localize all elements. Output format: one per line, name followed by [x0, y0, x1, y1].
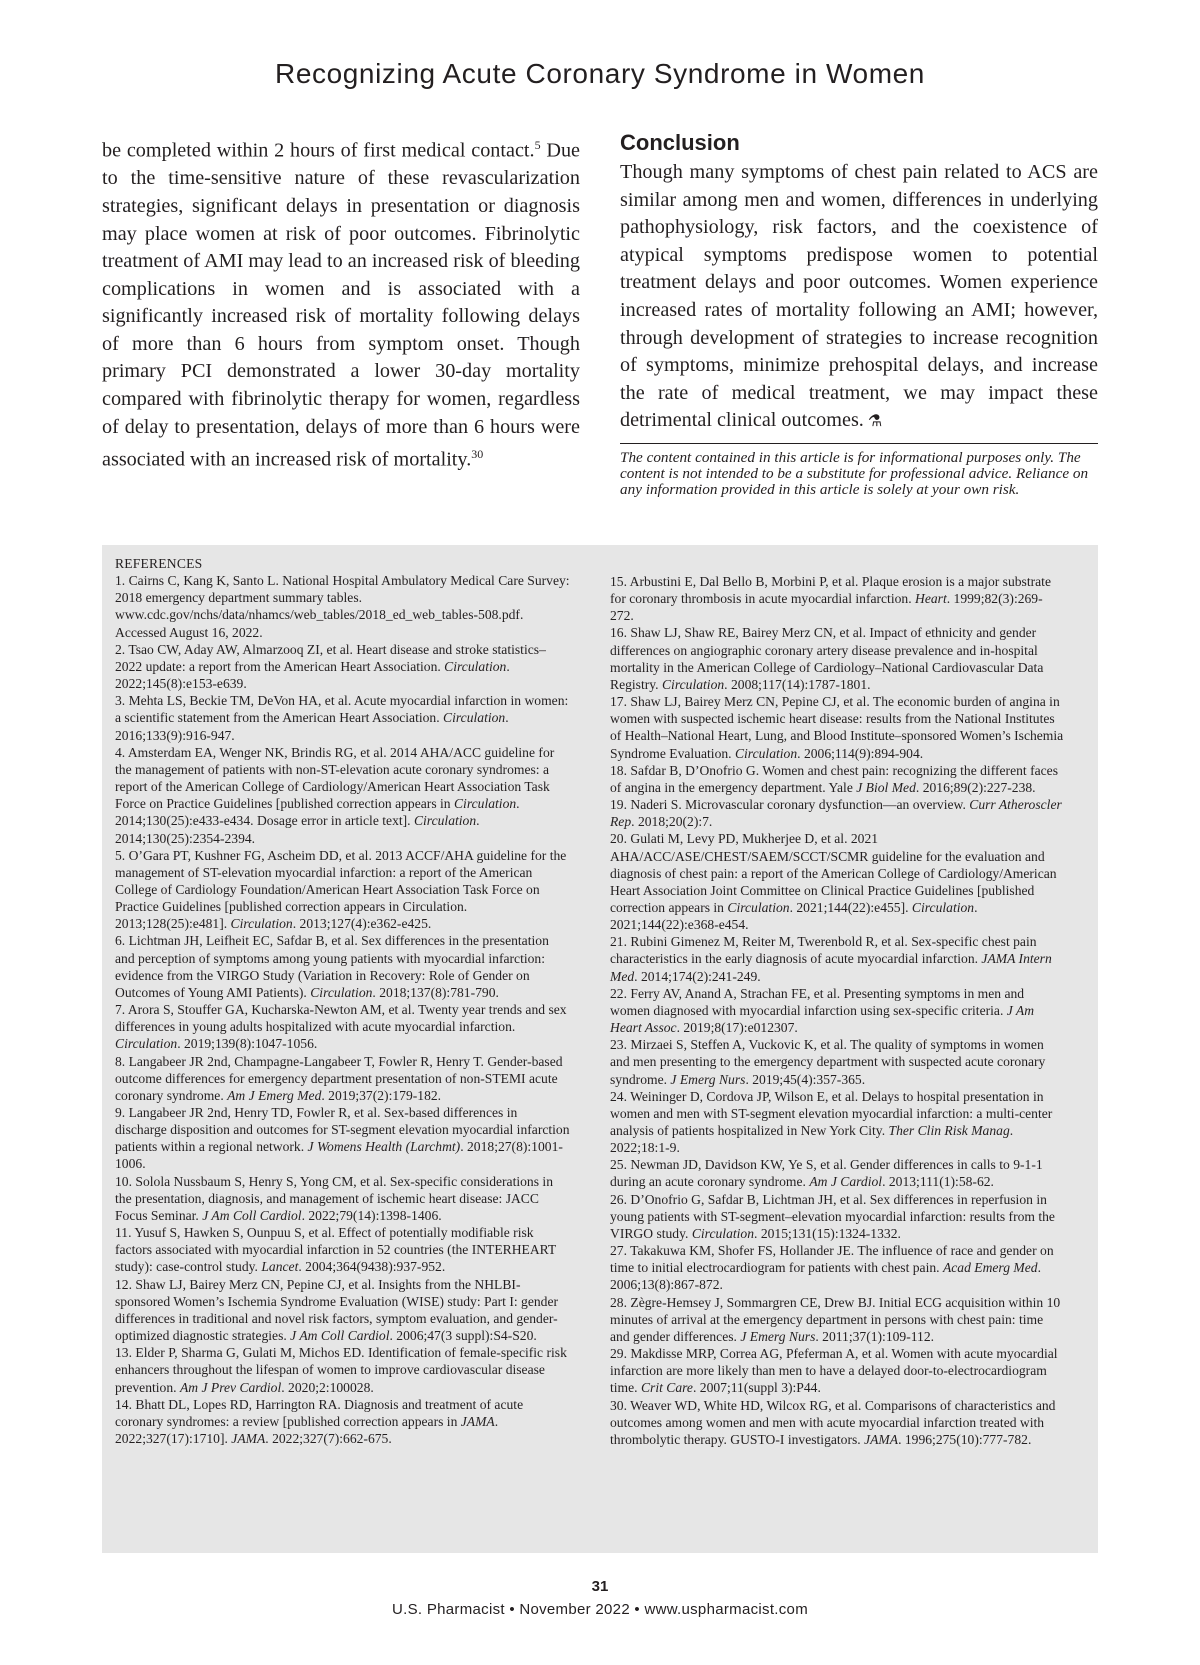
journal-title: J Biol Med	[856, 779, 916, 795]
reference-text: 2. Tsao CW, Aday AW, Almarzooq ZI, et al. Heart disease and stroke statistics–2022 update: a report from the American Heart Association.	[115, 641, 546, 674]
running-header-title: Recognizing Acute Coronary Syndrome in Women	[275, 58, 925, 89]
reference-text: 17. Shaw LJ, Bairey Merz CN, Pepine CJ, et al. The economic burden of angina in women with suspected ischemic heart disease: results from the National Institutes of Health–National Heart, Lung, and Blood Institute–sponsored Women’s Ischemia Syndrome Evaluation.	[610, 694, 1064, 761]
reference-text: 5. O’Gara PT, Kushner FG, Ascheim DD, et al. 2013 ACCF/AHA guideline for the management of ST-elevation myocardial infarction: a report of the American College of Cardiology Foundation/American Heart Association Task Force on Practice Guidelines [published correction appears in Circulation. 2013;128(25):e481].	[115, 847, 567, 932]
journal-title: Circulation	[911, 899, 975, 915]
reference-text: . 1999;82(3):269-272.	[610, 591, 1043, 624]
journal-title: Circulation	[734, 745, 798, 761]
reference-item	[115, 1173, 571, 1224]
journal-title: Acad Emerg Med	[942, 1260, 1038, 1276]
journal-title: J Am Heart Assoc	[610, 1002, 1035, 1036]
reference-text: . 2022;327(17):1710].	[115, 1413, 499, 1446]
reference-text: 10. Solola Nussbaum S, Henry S, Yong CM, et al. Sex-specific considerations in the presentation, diagnosis, and management of ischemic heart disease: JACC Focus Seminar.	[115, 1173, 553, 1223]
reference-item	[610, 1397, 1066, 1448]
reference-text: 9. Langabeer JR 2nd, Henry TD, Fowler R, et al. Sex-based differences in discharge disposition and outcomes for ST-segment elevation myocardial infarction patients within a regional network.	[115, 1105, 570, 1155]
journal-title: J Womens Health (Larchmt)	[307, 1139, 461, 1155]
journal-title: J Am Coll Cardiol	[290, 1328, 390, 1344]
reference-text: 14. Bhatt DL, Lopes RD, Harrington RA. Diagnosis and treatment of acute coronary syndromes: a review [published correction appears in	[115, 1396, 524, 1429]
reference-text: . 2006;13(8):867-872.	[610, 1260, 1041, 1293]
journal-title: Am J Emerg Med	[227, 1087, 322, 1103]
reference-text: . 2021;144(22):e368-e454.	[610, 899, 978, 933]
end-of-article-icon: ⚗	[867, 411, 883, 431]
reference-item	[610, 762, 1066, 796]
reference-text: 12. Shaw LJ, Bairey Merz CN, Pepine CJ, et al. Insights from the NHLBI-sponsored Women’s Ischemia Syndrome Evaluation (WISE) study: Part I: gender differences in traditional and novel risk factors, symptom evaluation, and gender-optimized diagnostic strategies.	[115, 1276, 559, 1344]
reference-text: 18. Safdar B, D’Onofrio G. Women and chest pain: recognizing the different faces of angina in the emergency department. Yale	[610, 762, 1058, 795]
journal-title: Lancet	[261, 1259, 299, 1275]
reference-item	[115, 847, 571, 933]
reference-item	[610, 1191, 1066, 1242]
journal-title: JAMA Intern Med	[610, 951, 1052, 984]
reference-text: 13. Elder P, Sharma G, Gulati M, Michos ED. Identification of female-specific risk enhancers throughout the lifespan of women to improve cardiovascular disease prevention.	[115, 1345, 567, 1395]
reference-text: . 2016;89(2):227-238.	[915, 779, 1036, 795]
reference-text: . 2007;11(suppl 3):P44.	[692, 1380, 821, 1396]
references-right-column	[610, 573, 1066, 1448]
reference-text: . 2018;137(8):781-790.	[372, 984, 499, 1000]
references-left-column	[115, 555, 571, 1447]
reference-item	[115, 1344, 571, 1395]
reference-text: . 2013;127(4):e362-e425.	[292, 916, 432, 932]
reference-item	[115, 1001, 571, 1052]
reference-text: . 2019;139(8):1047-1056.	[177, 1036, 318, 1052]
reference-text: . 2021;144(22):e455].	[789, 899, 912, 915]
reference-item	[115, 744, 571, 847]
journal-title: Circulation	[727, 899, 790, 915]
journal-title: Heart	[915, 591, 947, 607]
reference-text: 27. Takakuwa KM, Shofer FS, Hollander JE. The influence of race and gender on time to initial electrocardiogram for patients with chest pain.	[610, 1243, 1054, 1276]
reference-text: . 2014;174(2):241-249.	[634, 968, 761, 984]
reference-item	[610, 624, 1066, 693]
footer-publication: U.S. Pharmacist • November 2022 • www.uspharmacist.com	[391, 1601, 808, 1618]
disclaimer-text: The content contained in this article is for informational purposes only. The content is not intended to be a substitute for professional advice. Reliance on any information provided in this article is solely at your own risk.	[620, 443, 1098, 497]
reference-text: . 2011;37(1):109-112.	[815, 1328, 935, 1344]
body-text: Due to the time-sensitive nature of these revascularization strategies, significant delays in presentation or diagnosis may place women at risk of poor outcomes. Fibrinolytic treatment of AMI may lead to an increased risk of bleeding complications in women and is associated with a significantly increased risk of mortality following delays of more than 6 hours from symptom onset. Though primary PCI demonstrated a lower 30-day mortality compared with fibrinolytic therapy for women, regardless of delay to presentation, delays of more than 6 hours were associated with an increased risk of mortality.	[102, 139, 581, 471]
reference-text: 11. Yusuf S, Hawken S, Ounpuu S, et al. Effect of potentially modifiable risk factors associated with myocardial infarction in 52 countries (the INTERHEART study): case-control study.	[115, 1225, 556, 1275]
reference-text: 30. Weaver WD, White HD, Wilcox RG, et al. Comparisons of characteristics and outcomes among women and men with acute myocardial infarction treated with thrombolytic therapy. GUSTO-I investigators.	[610, 1397, 1056, 1447]
journal-title: Circulation	[453, 796, 517, 812]
journal-title: Circulation	[443, 710, 506, 726]
journal-title: Circulation	[444, 658, 507, 674]
journal-title: Am J Prev Cardiol	[179, 1379, 282, 1395]
reference-text: 29. Makdisse MRP, Correa AG, Pfeferman A, et al. Women with acute myocardial infarction are more likely than men to have a delayed door-to-electrocardiogram time.	[610, 1346, 1058, 1396]
reference-text: . 2019;37(2):179-182.	[321, 1087, 442, 1103]
reference-text: 28. Zègre-Hemsey J, Sommargren CE, Drew BJ. Initial ECG acquisition within 10 minutes of arrival at the emergency department in persons with chest pain: time and gender differences.	[610, 1294, 1061, 1344]
reference-item	[115, 1276, 571, 1345]
reference-text: . 2006;114(9):894-904.	[797, 745, 924, 761]
journal-title: Circulation	[661, 676, 725, 692]
reference-text: 21. Rubini Gimenez M, Reiter M, Twerenbold R, et al. Sex-specific chest pain characteristics in the early diagnosis of acute myocardial infarction.	[610, 934, 1037, 967]
journal-title: Circulation	[310, 984, 373, 1000]
reference-text: 8. Langabeer JR 2nd, Champagne-Langabeer T, Fowler R, Henry T. Gender-based outcome differences for emergency department presentation of non-STEMI acute coronary syndrome.	[115, 1053, 563, 1103]
reference-text: . 2013;111(1):58-62.	[882, 1174, 994, 1190]
reference-item	[610, 830, 1066, 933]
page-number: 31	[591, 1578, 609, 1595]
conclusion-section	[620, 130, 1098, 497]
reference-text: . 2022;18:1-9.	[610, 1123, 1014, 1156]
reference-text: . 2008;117(14):1787-1801.	[724, 676, 871, 692]
reference-text: . 2020;2:100028.	[281, 1379, 374, 1395]
conclusion-text: Though many symptoms of chest pain related to ACS are similar among men and women, differences in underlying pathophysiology, risk factors, and the coexistence of atypical symptoms predispose women to potential treatment delays and poor outcomes. Women experience increased rates of mortality following an AMI; however, through development of strategies to increase recognition of symptoms, minimize prehospital delays, and increase the rate of medical treatment, we may impact these detrimental clinical outcomes.	[620, 161, 1098, 432]
journal-title: Circulation	[230, 916, 293, 932]
reference-text: . 2022;145(8):e153-e639.	[115, 658, 510, 692]
reference-item	[610, 573, 1066, 624]
reference-text: 23. Mirzaei S, Steffen A, Vuckovic K, et al. The quality of symptoms in women and men presenting to the emergency department with suspected acute coronary syndrome.	[610, 1037, 1046, 1087]
reference-item	[610, 933, 1066, 984]
reference-text: 1. Cairns C, Kang K, Santo L. National Hospital Ambulatory Medical Care Survey: 2018 emergency department summary tables. www.cdc.gov/nchs/data/nhamcs/web_tables/2018_ed_web_tables-508.pdf. Accessed August 16, 2022.	[115, 573, 570, 640]
journal-title: Crit Care	[640, 1380, 693, 1396]
reference-text: . 2022;327(7):662-675.	[265, 1430, 392, 1446]
body-text-left-column	[102, 132, 580, 475]
reference-text: 4. Amsterdam EA, Wenger NK, Brindis RG, et al. 2014 AHA/ACC guideline for the management of patients with non-ST-elevation acute coronary syndromes: a report of the American College of Cardiology/American Heart Association Task Force on Practice Guidelines [published correction appears in	[115, 744, 555, 812]
reference-text: . 2018;20(2):7.	[631, 814, 713, 830]
reference-text: 16. Shaw LJ, Shaw RE, Bairey Merz CN, et al. Impact of ethnicity and gender differences on angiographic coronary artery disease prevalence and in-hospital mortality in the American College of Cardiology–National Cardiovascular Data Registry.	[610, 625, 1044, 692]
journal-title: Circulation	[413, 813, 477, 829]
reference-text: 7. Arora S, Stouffer GA, Kucharska-Newton AM, et al. Twenty year trends and sex differences in young adults hospitalized with acute myocardial infarction.	[115, 1002, 567, 1035]
reference-text: 15. Arbustini E, Dal Bello B, Morbini P, et al. Plaque erosion is a major substrate for coronary thrombosis in acute myocardial infarction.	[610, 574, 1051, 607]
reference-text: 25. Newman JD, Davidson KW, Ye S, et al. Gender differences in calls to 9-1-1 during an acute coronary syndrome.	[610, 1157, 1043, 1190]
journal-title: J Emerg Nurs	[670, 1071, 746, 1087]
reference-text: 26. D’Onofrio G, Safdar B, Lichtman JH, et al. Sex differences in reperfusion in young patients with ST-segment–elevation myocardial infarction: results from the VIRGO study.	[610, 1191, 1055, 1241]
journal-title: Am J Cardiol	[809, 1174, 883, 1190]
journal-title: Curr Atheroscler Rep	[610, 797, 1062, 830]
reference-item	[115, 641, 571, 692]
reference-text: 3. Mehta LS, Beckie TM, DeVon HA, et al. Acute myocardial infarction in women: a scientific statement from the American Heart Association.	[115, 693, 569, 726]
conclusion-heading: Conclusion	[620, 130, 740, 155]
reference-item	[610, 1242, 1066, 1293]
reference-text: . 2019;45(4):357-365.	[745, 1071, 866, 1087]
reference-text: 24. Weininger D, Cordova JP, Wilson E, et al. Delays to hospital presentation in women and men with ST-segment elevation myocardial infarction: a multi-center analysis of patients hospitalized in New York City.	[610, 1088, 1053, 1138]
reference-item	[610, 693, 1066, 762]
reference-text: . 2015;131(15):1324-1332.	[754, 1225, 901, 1241]
citation-superscript: 30	[471, 447, 484, 462]
references-heading: REFERENCES	[115, 556, 203, 571]
reference-item	[115, 1053, 571, 1104]
reference-text: . 2019;8(17):e012307.	[676, 1020, 798, 1036]
reference-text: . 2004;364(9438):937-952.	[298, 1259, 446, 1275]
reference-item	[610, 1156, 1066, 1190]
journal-title: JAMA	[231, 1430, 266, 1446]
reference-text: . 2014;130(25):e433-e434. Dosage error in article text].	[115, 796, 520, 829]
reference-item	[610, 1036, 1066, 1087]
reference-item	[115, 1104, 571, 1173]
journal-title: J Am Coll Cardiol	[202, 1207, 302, 1223]
reference-text: . 1996;275(10):777-782.	[898, 1431, 1032, 1447]
references-panel	[102, 545, 1098, 1553]
reference-text: 20. Gulati M, Levy PD, Mukherjee D, et al. 2021 AHA/ACC/ASE/CHEST/SAEM/SCCT/SCMR guideline for the evaluation and diagnosis of chest pain: a report of the American College of Cardiology/American Heart Association Joint Committee on Clinical Practice Guidelines [published correction appears in	[610, 831, 1057, 915]
reference-item	[610, 1088, 1066, 1157]
journal-title: Ther Clin Risk Manag	[888, 1123, 1010, 1138]
reference-item	[115, 572, 571, 641]
journal-title: J Emerg Nurs	[740, 1328, 816, 1344]
journal-title: JAMA	[864, 1431, 899, 1447]
reference-text: 22. Ferry AV, Anand A, Strachan FE, et al. Presenting symptoms in men and women diagnosed with myocardial infarction using sex-specific criteria.	[610, 985, 1025, 1018]
reference-item	[115, 1396, 571, 1447]
reference-item	[115, 692, 571, 743]
reference-item	[610, 1294, 1066, 1345]
journal-title: Circulation	[115, 1036, 178, 1052]
journal-title: Circulation	[691, 1225, 755, 1241]
reference-text: . 2016;133(9):916-947.	[115, 710, 509, 743]
reference-item	[610, 1345, 1066, 1396]
reference-item	[610, 985, 1066, 1036]
reference-text: . 2018;27(8):1001-1006.	[115, 1139, 563, 1172]
reference-item	[115, 1224, 571, 1275]
body-text: be completed within 2 hours of first medical contact.	[102, 139, 535, 162]
journal-title: JAMA	[460, 1413, 495, 1429]
reference-text: . 2022;79(14):1398-1406.	[301, 1207, 442, 1223]
citation-superscript: 5	[534, 138, 541, 152]
reference-text: 6. Lichtman JH, Leifheit EC, Safdar B, et al. Sex differences in the presentation and perception of symptoms among young patients with myocardial infarction: evidence from the VIRGO Study (Variation in Recovery: Role of Gender on Outcomes of Young AMI Patients).	[115, 933, 549, 1000]
reference-item	[115, 932, 571, 1001]
reference-text: 19. Naderi S. Microvascular coronary dysfunction—an overview.	[610, 797, 970, 813]
conclusion-body	[620, 159, 1098, 435]
reference-item	[610, 796, 1066, 830]
reference-text: . 2006;47(3 suppl):S4-S20.	[389, 1328, 537, 1344]
reference-text: . 2014;130(25):2354-2394.	[115, 813, 480, 846]
